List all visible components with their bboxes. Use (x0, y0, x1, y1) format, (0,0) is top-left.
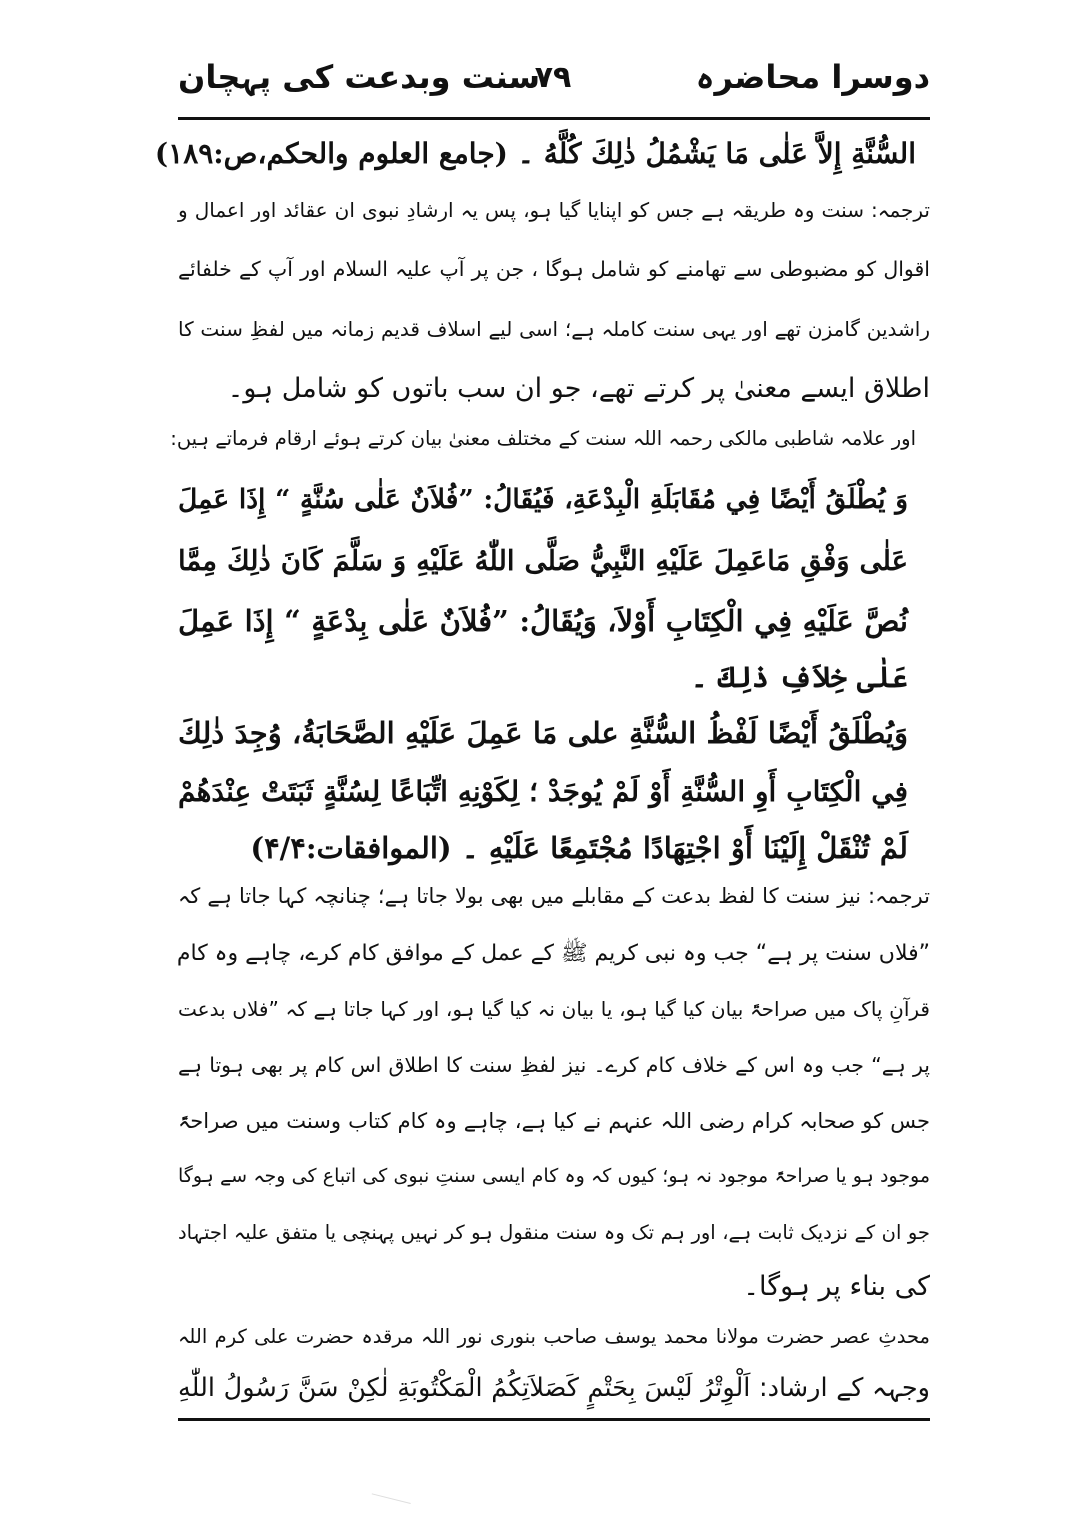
header-chapter-title: دوسرا محاضرہ (695, 58, 930, 96)
text-line: اور علامہ شاطبی مالکی رحمہ اللہ سنت کے مختلف معنیٰ بیان کرتے ہوئے ارقام فرماتے ہیں: (170, 427, 916, 450)
text-line: راشدین گامزن تھے اور یہی سنت کاملہ ہے؛ اسی لیے اسلاف قدیم زمانہ میں لفظِ سنت کا (178, 317, 930, 341)
arabic-quote-line: لَمْ تُنْقَلْ إِلَيْنَا أَوْ اجْتِهَادًا مُجْتَمِعًا عَلَيْهِ ۔ (الموافقات:۴/۴) (250, 831, 908, 865)
scan-mark (369, 1493, 410, 1513)
text-line: کی بناء پر ہوگا۔ (743, 1271, 930, 1302)
text-line: وجہہ کے ارشاد: اَلْوِتْرُ لَيْسَ بِحَتْمٍ كَصَلاَتِكُمُ الْمَكْتُوبَةِ لٰكِنْ سَنَّ رَسُولُ اللّٰهِ (178, 1373, 930, 1403)
text-line: ترجمہ: نیز سنت کا لفظ بدعت کے مقابلے میں بھی بولا جاتا ہے؛ چنانچہ کہا جاتا ہے کہ (178, 884, 930, 908)
text-line: ”فلاں سنت پر ہے“ جب وہ نبی کریم ﷺ کے عمل کے موافق کام کرے، چاہے وہ کام (176, 941, 930, 966)
running-header (178, 52, 930, 110)
text-line: پر ہے“ جب وہ اس کے خلاف کام کرے۔ نیز لفظِ سنت کا اطلاق اس کام پر بھی ہوتا ہے (178, 1053, 930, 1077)
text-line: اطلاق ایسے معنیٰ پر کرتے تھے، جو ان سب باتوں کو شامل ہو۔ (227, 373, 930, 404)
header-divider (178, 117, 930, 120)
arabic-quote-line: نُصَّ عَلَيْهِ فِي الْكِتَابِ أَوْلاَ، وَيُقَالُ: ”فُلاَنٌ عَلٰى بِدْعَةٍ “ إِذَا عَمِلَ (178, 604, 908, 638)
page-number: ۷۹ (534, 60, 572, 95)
text-line: اقوال کو مضبوطی سے تھامنے کو شامل ہوگا ، جن پر آپ علیہ السلام اور آپ کے خلفائے (178, 257, 930, 281)
arabic-quote-line: عَلٰى وَفْقِ مَاعَمِلَ عَلَيْهِ النَّبِيُّ صَلَّى اللّٰهُ عَلَيْهِ وَ سَلَّمَ كَانَ ذٰلِكَ مِمَّا (178, 545, 908, 577)
text-line: موجود ہو یا صراحۃً موجود نہ ہو؛ کیوں کہ وہ کام ایسی سنتِ نبوی کی اتباع کی وجہ سے ہوگا (178, 1165, 930, 1187)
footer-divider (178, 1418, 930, 1421)
arabic-quote-line: وَ يُطْلَقُ أَيْضًا فِي مُقَابَلَةِ الْبِدْعَةِ، فَيُقَالُ: ”فُلاَنٌ عَلٰى سُنَّةٍ “ إِذَا عَمِلَ (178, 484, 908, 515)
text-line: محدثِ عصر حضرت مولانا محمد یوسف صاحب بنوری نور اللہ مرقدہ حضرت علی کرم اللہ (178, 1325, 930, 1348)
arabic-quote-line: فِي الْكِتَابِ أَوِ السُّنَّةِ أَوْ لَمْ يُوجَدْ ؛ لِكَوْنِهِ اتِّبَاعًا لِسُنَّةٍ ثَبَتَتْ عِنْدَهُمْ (178, 775, 908, 808)
text-line: جو ان کے نزدیک ثابت ہے، اور ہم تک وہ سنت منقول ہو کر نہیں پہنچی یا متفق علیہ اجتہاد (178, 1221, 930, 1244)
text-line: قرآنِ پاک میں صراحۃً بیان کیا گیا ہو، یا بیان نہ کیا گیا ہو، اور کہا جاتا ہے کہ ”فلاں بدعت (178, 997, 930, 1021)
text-line: ترجمہ: سنت وہ طریقہ ہے جس کو اپنایا گیا ہو، پس یہ ارشادِ نبوی ان عقائد اور اعمال و (178, 198, 930, 222)
text-line: السُّنَّةِ إِلاَّ عَلٰى مَا يَشْمُلُ ذٰلِكَ كُلَّهُ ۔ (جامع العلوم والحکم،ص:۱۸۹) (154, 137, 916, 170)
text-line: جس کو صحابہ کرام رضی اللہ عنہم نے کیا ہے، چاہے وہ کام کتاب وسنت میں صراحۃً (178, 1109, 930, 1133)
arabic-quote-line: وَيُطْلَقُ أَيْضًا لَفْظُ السُّنَّةِ على مَا عَمِلَ عَلَيْهِ الصَّحَابَةُ، وُجِدَ ذٰلِكَ (178, 716, 908, 750)
arabic-quote-line: عَلٰى خِلاَفِ ذٰلِكَ ۔ (690, 660, 908, 694)
header-book-title: سنت وبدعت کی پہچان (178, 58, 541, 96)
